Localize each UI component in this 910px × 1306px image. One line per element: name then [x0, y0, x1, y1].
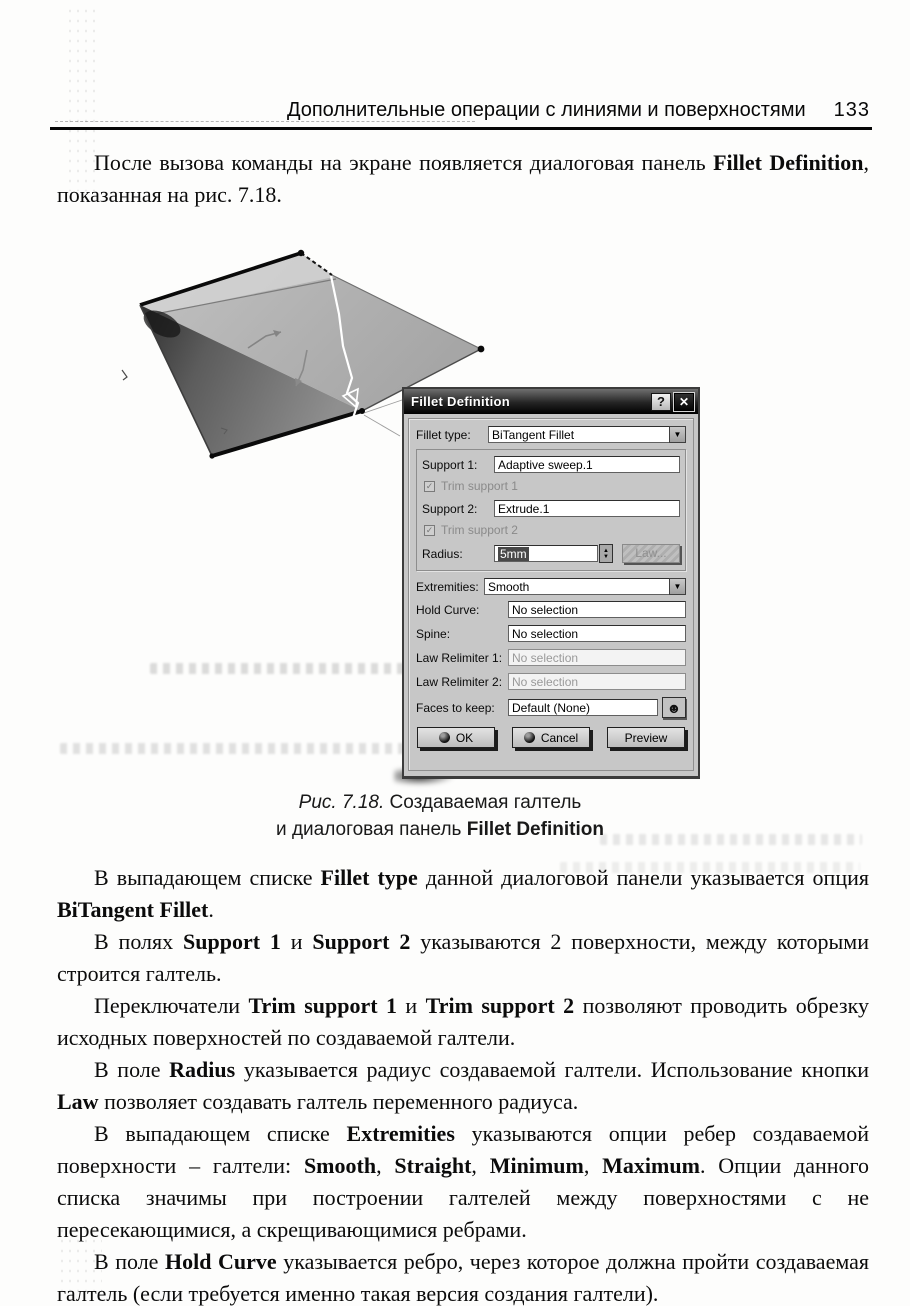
radius-row — [422, 544, 680, 563]
cancel-button[interactable] — [512, 727, 590, 748]
extremities-label: Extremities: — [416, 579, 479, 594]
scan-mark — [122, 370, 127, 380]
spine-field[interactable]: No selection — [508, 625, 686, 642]
chevron-down-icon[interactable]: ▼ — [669, 578, 686, 595]
trim-support1-label: Trim support 1 — [441, 479, 518, 493]
support2-field[interactable]: Extrude.1 — [494, 500, 680, 517]
radius-value[interactable]: 5mm — [500, 547, 527, 561]
header-rule-faint — [55, 121, 475, 122]
faces-to-keep-icon[interactable]: ☻ — [662, 697, 686, 718]
fillet-definition-dialog — [402, 387, 700, 779]
trim-support1-checkbox[interactable]: ✓ — [425, 480, 434, 491]
scan-artifact — [150, 663, 405, 674]
law-relimiter2-field[interactable]: No selection — [508, 673, 686, 690]
paragraph: В выпадающем списке Extremities указываются опции ребер создаваемой поверхности – галтели: Smooth, Straight, Minimum, Maximum. Опции данного списка значимы при построении галтелей между поверхностями с не пересекающимися, а скрещивающимися ребрами. — [57, 1121, 870, 1242]
preview-button[interactable] — [607, 727, 685, 748]
radius-field[interactable] — [494, 545, 598, 562]
dialog-titlebar[interactable] — [404, 389, 698, 414]
trim-support2-checkbox[interactable]: ✓ — [425, 524, 434, 535]
dialog-buttons — [416, 727, 686, 748]
law-relimiter1-label: Law Relimiter 1: — [416, 650, 503, 665]
help-icon[interactable]: ? — [651, 393, 671, 411]
trim-support2-label: Trim support 2 — [441, 523, 518, 537]
law-button[interactable]: Law... — [622, 544, 680, 563]
running-head — [50, 99, 870, 122]
spine-row — [416, 625, 686, 642]
extremities-value[interactable]: Smooth — [484, 578, 669, 595]
chevron-down-icon[interactable]: ▼ — [669, 426, 686, 443]
law-relimiter1-field[interactable]: No selection — [508, 649, 686, 666]
caption-line2: и диалоговая панель Fillet Definition — [276, 819, 604, 840]
cancel-button-label: Cancel — [540, 730, 579, 745]
dialog-title: Fillet Definition — [411, 394, 510, 409]
hold-curve-label: Hold Curve: — [416, 602, 480, 617]
page-number: 133 — [833, 99, 870, 121]
vertex-dot — [359, 408, 365, 414]
chapter-title: Дополнительные операции с линиями и поверхностями — [286, 99, 806, 121]
paragraph: В выпадающем списке Fillet type данной диалоговой панели указывается опция BiTangent Fillet. — [57, 865, 869, 922]
close-icon[interactable]: ✕ — [674, 393, 694, 411]
header-rule — [50, 127, 872, 130]
support1-field[interactable]: Adaptive sweep.1 — [494, 456, 680, 473]
supports-groupbox — [416, 449, 686, 571]
preview-button-label: Preview — [624, 730, 668, 745]
ok-button[interactable] — [417, 727, 495, 748]
law-relimiter2-label: Law Relimiter 2: — [416, 674, 503, 689]
figure-caption — [140, 789, 740, 843]
faces-to-keep-label: Faces to keep: — [416, 700, 495, 715]
trim-support2-row — [424, 523, 680, 537]
hold-curve-field[interactable]: No selection — [508, 601, 686, 618]
ok-dot-icon — [439, 732, 450, 743]
paragraph: В поле Radius указывается радиус создаваемой галтели. Использование кнопки Law позволяет создавать галтель переменного радиуса. — [57, 1057, 869, 1114]
paragraph: В полях Support 1 и Support 2 указываются 2 поверхности, между которыми строится галтель. — [57, 929, 869, 986]
support1-row — [422, 456, 680, 473]
vertex-dot — [209, 453, 214, 458]
paragraph: После вызова команды на экране появляется диалоговая панель Fillet Definition, показанная на рис. 7.18. — [57, 150, 870, 207]
caption-line1: Рис. 7.18. Создаваемая галтель — [298, 792, 582, 813]
support1-label: Support 1: — [422, 457, 478, 472]
dialog-body — [408, 418, 694, 771]
support2-label: Support 2: — [422, 501, 478, 516]
support2-row — [422, 500, 680, 517]
vertex-dot — [478, 346, 485, 353]
spinner-down-icon[interactable]: ▼ — [602, 553, 609, 560]
extremities-dropdown[interactable] — [484, 578, 686, 595]
extremities-row — [416, 578, 686, 595]
intro-paragraph — [57, 147, 869, 211]
hold-curve-row — [416, 601, 686, 618]
paragraph: В поле Hold Curve указывается ребро, через которое должна пройти создаваемая галтель (если требуется именно такая версия создания галтели). — [57, 1249, 869, 1306]
faces-to-keep-field[interactable]: Default (None) — [508, 699, 658, 716]
fillet-type-dropdown[interactable] — [488, 426, 686, 443]
fillet-type-row — [416, 426, 686, 443]
spinner-up-icon[interactable]: ▲ — [602, 547, 609, 554]
body-text — [57, 862, 869, 1306]
law-relimiter2-row — [416, 673, 686, 690]
leader-line — [364, 415, 400, 436]
trim-support1-row — [424, 479, 680, 493]
spine-label: Spine: — [416, 626, 451, 641]
fillet-type-label: Fillet type: — [416, 427, 471, 442]
cancel-dot-icon — [524, 732, 535, 743]
vertex-dot — [298, 250, 304, 256]
fillet-type-value[interactable]: BiTangent Fillet — [488, 426, 669, 443]
paragraph: Переключатели Trim support 1 и Trim support 2 позволяют проводить обрезку исходных поверхностей по создаваемой галтели. — [57, 993, 870, 1050]
radius-spinner[interactable] — [599, 544, 613, 563]
radius-label: Radius: — [422, 546, 463, 561]
faces-to-keep-row — [416, 697, 686, 718]
law-relimiter1-row — [416, 649, 686, 666]
ok-button-label: OK — [455, 730, 474, 745]
